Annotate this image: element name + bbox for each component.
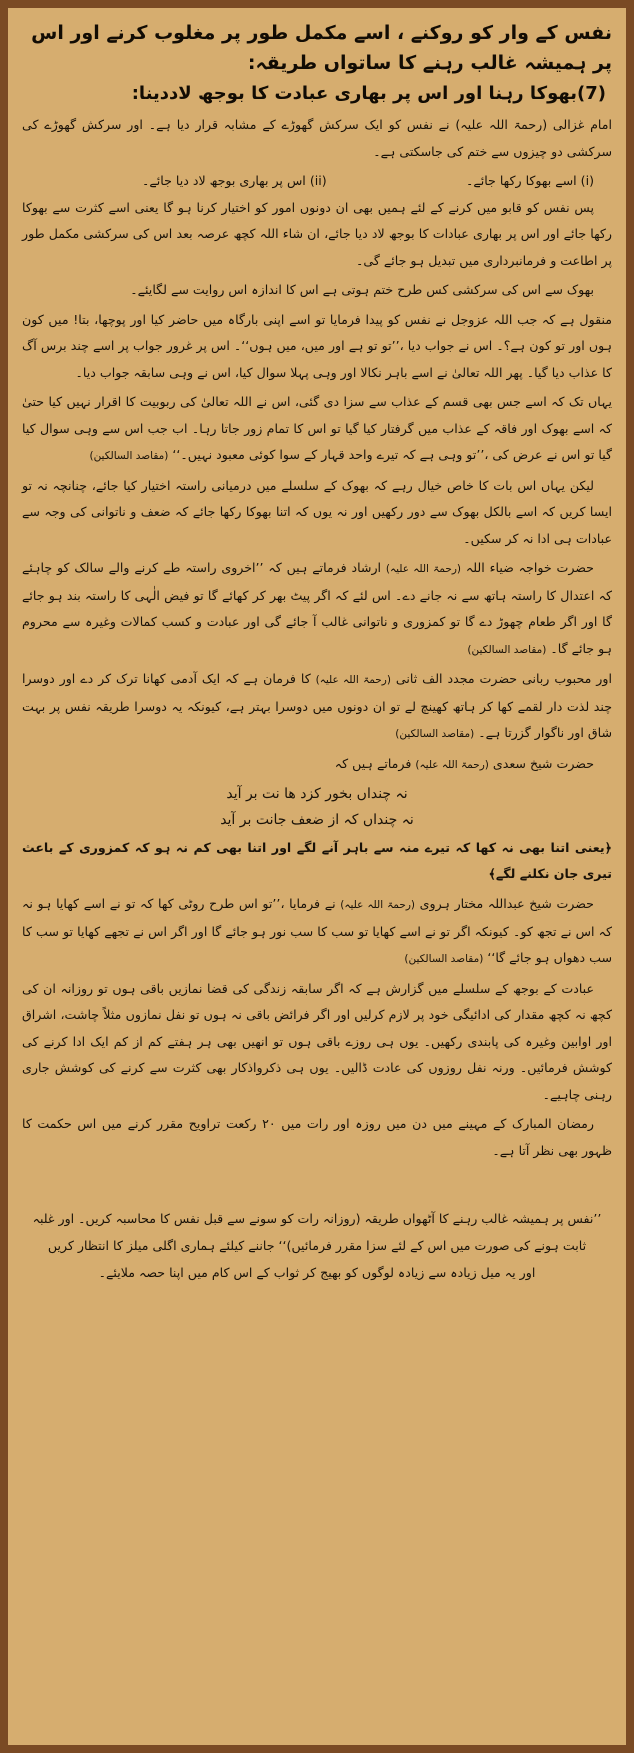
person-name: اور محبوب ربانی حضرت مجدد الف ثانی (395, 671, 612, 686)
article-title: نفس کے وار کو روکنے ، اسے مکمل طور پر مغلوب کرنے اور اس پر ہمیشہ غالب رہنے کا ساتواں طریقہ: (31, 22, 612, 74)
paragraph-8 (22, 751, 612, 779)
citation: (مقاصد السالکین) (404, 953, 484, 965)
paragraph-5: لیکن یہاں اس بات کا خاص خیال رہے کہ بھوک کے سلسلے میں درمیانی راستہ اختیار کیا جائے، چنانچہ نہ تو ایسا کریں کہ اسے بالکل بھوک سے دور رکھیں اور نہ یوں کہ اتنا بھوکا رکھا جائے کہ ضعف و ناتوانی کی وجہ سے عبادات ہی ادا نہ کر سکیں۔ (22, 477, 612, 546)
spacer (22, 1167, 612, 1205)
citation: (مقاصد السالکین) (467, 643, 547, 656)
citation: (مقاصد السالکین) (395, 728, 475, 740)
persian-verse-2: نہ چنداں کہ از ضعف جانت بر آید (220, 812, 414, 828)
points-row (22, 168, 612, 195)
persian-verse-1: نہ چنداں بخور کزد ھا نت بر آید (226, 786, 408, 802)
paragraph-6 (22, 555, 612, 663)
person-name: حضرت شیخ سعدی (492, 755, 594, 771)
article-page (8, 8, 626, 1745)
paragraph-3: منقول ہے کہ جب اللہ عزوجل نے نفس کو پیدا فرمایا تو اسے اپنی بارگاہ میں حاضر کیا اور پوچھا، بتا! میں کون ہوں اور تو کون ہے؟۔ اس نے جواب دیا ،’’تو تو ہے اور میں، میں ہوں‘‘۔ اس پر غرور جواب پر اسے چند برس آگ کا عذاب دیا گیا۔ پھر اللہ تعالیٰ نے اسے باہر نکالا اور وہی پہلا سوال کیا، اس نے وہی سابقہ جواب دیا۔ (22, 311, 612, 380)
citation: (مقاصد السالکین) (89, 450, 169, 462)
honorific: (رحمۃ اللہ علیہ) (340, 899, 416, 911)
closing-line-1: ’’نفس پر ہمیشہ غالب رہنے کا آٹھواں طریقہ (روزانہ رات کو سونے سے قبل نفس کا محاسبہ کریں۔ اور غلبہ (32, 1211, 602, 1226)
paragraph-2: بھوک سے اس کی سرکشی کس طرح ختم ہوتی ہے اس کا اندازہ اس روایت سے لگایئے۔ (130, 282, 594, 297)
paragraph-6-text: ارشاد فرماتے ہیں کہ ’’اخروی راستہ طے کرنے والے سالک کو چاہئے کہ اعتدال کا راستہ ہاتھ سے نہ جانے دے۔ اس لئے کہ اگر پیٹ بھر کر کھائے گا تو فیض الٰہی کا راستہ بند ہو جائے گا اور اگر طعام چھوڑ دے گا تو کمزوری و ناتوانی غالب آ جائے گی اور عبادت و کسب کمالات وغیرہ سے محروم ہو جائے گا۔ (22, 560, 612, 656)
intro-paragraph: امام غزالی (رحمۃ اللہ علیہ) نے نفس کو ایک سرکش گھوڑے کے مشابہ قرار دیا ہے۔ اور سرکش گھوڑے کی سرکشی دو چیزوں سے ختم کی جاسکتی ہے۔ (22, 117, 612, 159)
honorific: (رحمۃ اللہ علیہ) (385, 563, 462, 575)
person-name: حضرت شیخ عبداللہ مختار ہروی (419, 896, 594, 911)
paragraph-10: عبادت کے بوجھ کے سلسلے میں گزارش ہے کہ اگر سابقہ زندگی کی قضا نمازیں باقی ہوں تو روزانہ ان کی کچھ نہ کچھ مقدار کی ادائیگی خود پر لازم کرلیں اور اگر فرائض باقی نہ ہوں تو نفل نمازوں مثلاً چاشت، اشراق اور اوابین وغیرہ کی پابندی رکھیں۔ یوں ہی روزے باقی ہوں تو انھیں بھی ہر ہفتے کم از کم ایک ادا کرنے کی کوشش فرمائیں۔ ورنہ نفل روزوں کی عادت ڈالیں۔ یوں ہی ذکرواذکار بھی کثرت سے کرنے کی کوشش جاری رہنی چاہیے۔ (22, 980, 612, 1102)
honorific: (رحمۃ اللہ علیہ) (315, 674, 391, 686)
paragraph-1: پس نفس کو قابو میں کرنے کے لئے ہمیں بھی ان دونوں امور کو اختیار کرنا ہو گا یعنی اسے کثرت سے بھوکا رکھا جائے اور اس پر بھاری عبادات کا بوجھ لاد دیا جائے، ان شاء اللہ کچھ عرصہ بعد اس کی سرکشی مکمل طور پر اطاعت و فرمانبرداری میں تبدیل ہو جائے گی۔ (22, 199, 612, 268)
paragraph-8-text: فرماتے ہیں کہ (334, 755, 412, 771)
person-name: حضرت خواجہ ضیاء اللہ (465, 560, 594, 575)
paragraph-4-text: یہاں تک کہ اسے جس بھی قسم کے عذاب سے سزا دی گئی، اس نے اللہ تعالیٰ کی ربوبیت کا اقرار نہیں کیا حتیٰ کہ اسے بھوک اور فاقہ کے عذاب میں گرفتار کیا گیا تو اس کا تمام زور جاتا رہا۔ اب جب اس سے وہی سوال کیا گیا تو اس نے عرض کی ،’’تو وہی ہے کہ تیرے واحد قہار کے سوا کوئی معبود نہیں۔‘‘ (22, 394, 612, 462)
paragraph-7 (22, 666, 612, 748)
honorific: (رحمۃ اللہ علیہ) (415, 758, 489, 771)
paragraph-9-text: نے فرمایا ،’’تو اس طرح روٹی کھا کہ تو نے اسے کھایا ہو نہ کہ اس نے تجھ کو۔ کیونکہ اگر تو نے اسے کھایا تو سب کا سب نور ہو جائے گا اور اگر اس نے تجھے کھایا تو سب کا سب دھواں ہو جائے گا‘‘ (22, 896, 612, 965)
paragraph-7-text: کا فرمان ہے کہ ایک آدمی کھانا ترک کر دے اور دوسرا چند لذت دار لقمے کھا کر ہاتھ کھینچ لے تو ان دونوں میں دوسرا بہتر ہے، کیونکہ یہ دوسرا طریقہ نفس پر بہت شاق اور ناگوار گزرتا ہے۔ (22, 671, 612, 740)
closing-line-3: اور یہ میل زیادہ سے زیادہ لوگوں کو بھیج کر ثواب کے اس کام میں اپنا حصہ ملایئے۔ (98, 1265, 536, 1280)
point-one: (i) اسے بھوکا رکھا جائے۔ (465, 173, 594, 188)
paragraph-9 (22, 891, 612, 973)
verse-translation: ﴿یعنی اتنا بھی نہ کھا کہ تیرے منہ سے باہر آنے لگے اور اتنا بھی کم نہ ہو کہ کمزوری کے باعث تیری جان نکلنے لگے﴾ (22, 840, 612, 881)
paragraph-4 (22, 389, 612, 470)
closing-line-2: ثابت ہونے کی صورت میں اس کے لئے سزا مقرر فرمائیں)‘‘ جاننے کیلئے ہماری اگلی میلز کا انتظار کریں (47, 1238, 587, 1253)
paragraph-11: رمضان المبارک کے مہینے میں دن میں روزہ اور رات میں ۲۰ رکعت تراویح مقرر کرنے میں اس حکمت کا ظہور بھی نظر آتا ہے۔ (22, 1116, 612, 1158)
section-heading: (7)بھوکا رہنا اور اس پر بھاری عبادت کا بوجھ لاددینا: (131, 83, 606, 104)
point-two: (ii) اس پر بھاری بوجھ لاد دیا جائے۔ (142, 173, 327, 188)
